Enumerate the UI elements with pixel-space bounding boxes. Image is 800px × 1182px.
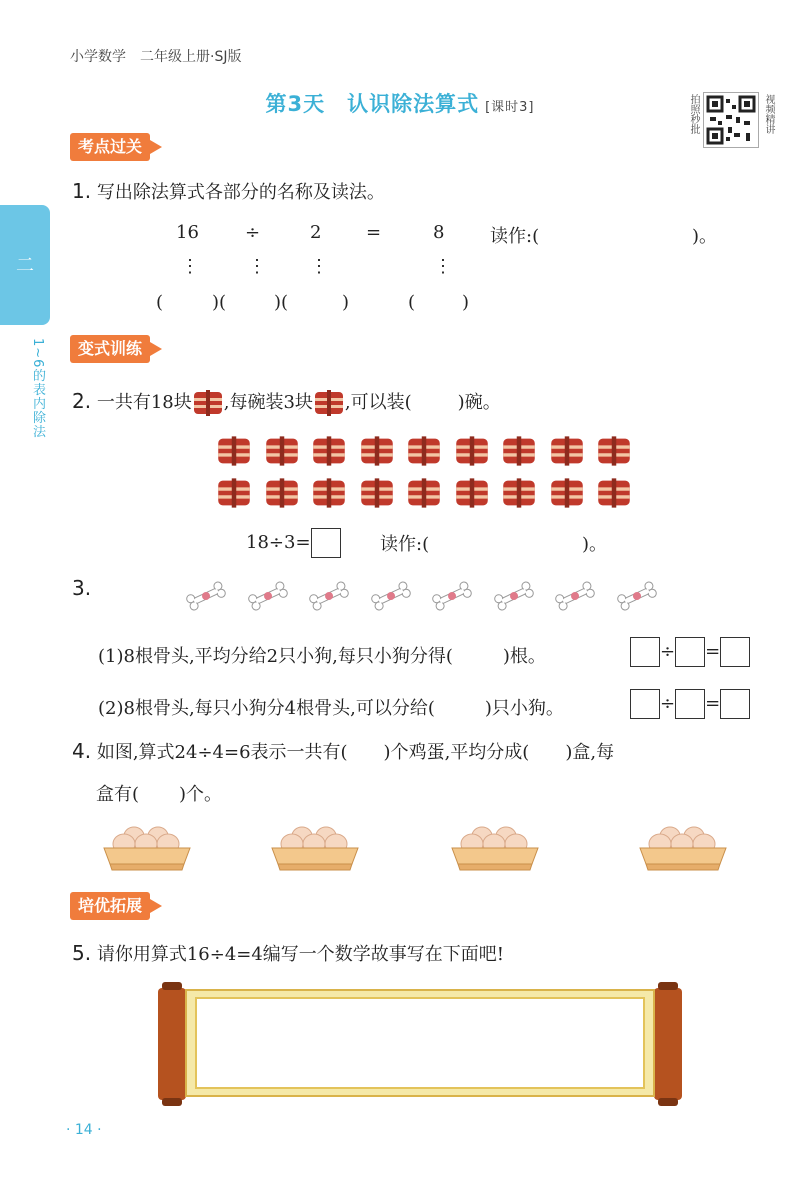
q1-eq-div: ÷ [245, 222, 261, 243]
q4-text-a: 如图,算式24÷4=6表示一共有( [96, 742, 348, 763]
q2-text-a: 一共有18块 [96, 392, 192, 413]
q1-blank-open: ( [156, 292, 164, 313]
q1-eq-2: 2 [310, 222, 322, 243]
section-basic: 考点过关 [70, 133, 150, 161]
qr-left-label: 拍照秒批 [688, 94, 699, 134]
answer-box[interactable] [720, 637, 750, 667]
q1-eq-equals: = [366, 222, 382, 243]
q1-read-label: 读作:( [490, 226, 540, 247]
q1-dots: ⋮ [181, 256, 199, 277]
bone-icon [553, 578, 597, 614]
answer-box[interactable] [675, 689, 705, 719]
meat-icon [549, 476, 585, 510]
meat-icon [501, 476, 537, 510]
meat-icon [454, 476, 490, 510]
bone-icon [430, 578, 474, 614]
egg-tray-row [0, 820, 800, 880]
q1-dots: ⋮ [434, 256, 452, 277]
q4-number: 4. [72, 739, 92, 763]
divide-sign: ÷ [660, 641, 676, 662]
meat-icon [596, 476, 632, 510]
q1-number: 1. [72, 179, 92, 203]
q1-blank-open: ( [408, 292, 416, 313]
q3-part1 [98, 642, 546, 668]
qr-right-label: 视频精讲 [763, 94, 774, 134]
egg-tray-icon [450, 820, 540, 872]
chapter-tab [0, 205, 50, 325]
meat-icon [359, 476, 395, 510]
meat-icon [359, 434, 395, 468]
q1-blank-sep: )( [274, 292, 289, 313]
meat-icon [313, 388, 345, 418]
equals-sign: = [705, 641, 721, 662]
egg-tray-icon [638, 820, 728, 872]
q3-part2 [98, 694, 564, 720]
q4-text-d: 盒有( [96, 784, 140, 805]
q2-equation [246, 528, 341, 558]
q1-eq-16: 16 [176, 222, 199, 243]
meat-icon [501, 434, 537, 468]
bone-icon [615, 578, 659, 614]
answer-box[interactable] [720, 689, 750, 719]
qr-code[interactable] [703, 92, 759, 148]
answer-box[interactable] [311, 528, 341, 558]
q3-p1-text: (1)8根骨头,平均分给2只小狗,每只小狗分得( [98, 646, 453, 667]
meat-icon [596, 434, 632, 468]
q4-text-c: )盒,每 [565, 742, 615, 763]
q1-read-close: )。 [692, 226, 718, 247]
section-variation: 变式训练 [70, 335, 150, 363]
q1-blank-close: ) [342, 292, 350, 313]
q3-p1-end: )根。 [502, 646, 546, 667]
chapter-title: 1~6的表内除法 [30, 338, 45, 439]
q1-dots: ⋮ [310, 256, 328, 277]
book-header: 小学数学 二年级上册·SJ版 [70, 49, 242, 65]
page-number: · 14 · [66, 1122, 102, 1138]
meat-icon [311, 434, 347, 468]
meat-icon [406, 476, 442, 510]
q1-blank-close: ) [462, 292, 470, 313]
q4-text-e: )个。 [179, 784, 223, 805]
meat-icon [264, 476, 300, 510]
q2-text-d: )碗。 [457, 392, 501, 413]
bone-icon [184, 578, 228, 614]
divide-sign: ÷ [660, 693, 676, 714]
q5-text: 请你用算式16÷4=4编写一个数学故事写在下面吧! [96, 944, 505, 965]
bone-icon [369, 578, 413, 614]
meat-icon [311, 476, 347, 510]
q1-eq-8: 8 [433, 222, 445, 243]
q3-part1-equation [630, 637, 750, 667]
chapter-tab-label: 二 [16, 255, 34, 276]
q5-prompt [72, 940, 504, 966]
q2-read-label: 读作:( [380, 534, 430, 555]
answer-box[interactable] [630, 637, 660, 667]
qr-code-icon [704, 93, 758, 147]
meat-icon [192, 388, 224, 418]
equals-sign: = [705, 693, 721, 714]
q1-blank-sep: )( [212, 292, 227, 313]
q4-text-b: )个鸡蛋,平均分成( [383, 742, 530, 763]
answer-box[interactable] [630, 689, 660, 719]
q3-p2-text: (2)8根骨头,每只小狗分4根骨头,可以分给( [98, 698, 435, 719]
egg-tray-icon [270, 820, 360, 872]
meat-icon [406, 434, 442, 468]
meat-icon [454, 434, 490, 468]
meat-icon [549, 434, 585, 468]
meat-icon [264, 434, 300, 468]
q5-number: 5. [72, 941, 92, 965]
title-text: 第3天 认识除法算式 [265, 92, 480, 116]
meat-icon [216, 476, 252, 510]
q2-eq-text: 18÷3= [246, 532, 311, 553]
q3-p2-end: )只小狗。 [484, 698, 564, 719]
section-advanced: 培优拓展 [70, 892, 150, 920]
q1-prompt [72, 178, 385, 204]
answer-box[interactable] [675, 637, 705, 667]
page-title [0, 88, 800, 118]
q3-part2-equation [630, 689, 750, 719]
q4-line2 [96, 780, 222, 806]
bone-icon [492, 578, 536, 614]
q2-read-close: )。 [582, 534, 608, 555]
q2-prompt [72, 388, 501, 418]
bone-icon [246, 578, 290, 614]
q3-number: 3. [72, 576, 92, 600]
q2-number: 2. [72, 389, 92, 413]
q4-line1 [72, 738, 614, 764]
egg-tray-icon [102, 820, 192, 872]
meat-icon [216, 434, 252, 468]
answer-scroll[interactable] [152, 980, 688, 1110]
scroll-frame [152, 980, 688, 1106]
q2-text-c: ,可以装( [344, 392, 412, 413]
lesson-label: [课时3] [485, 100, 535, 115]
q1-text: 写出除法算式各部分的名称及读法。 [96, 182, 385, 203]
q2-text-b: ,每碗装3块 [223, 392, 313, 413]
bone-icon [307, 578, 351, 614]
q1-dots: ⋮ [248, 256, 266, 277]
